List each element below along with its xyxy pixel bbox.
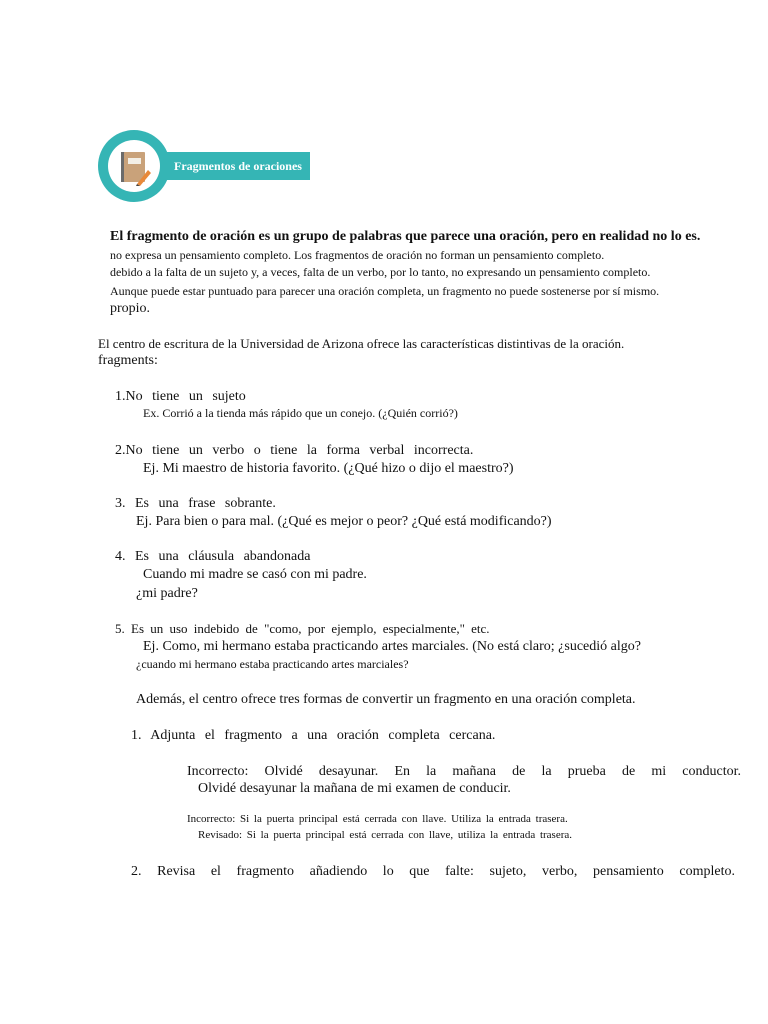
- intro-line: Aunque puede estar puntuado para parecer una oración completa, un fragmento no puede sostenerse por sí mismo.: [110, 284, 660, 298]
- example-incorrect: Incorrecto: Si la puerta principal está cerrada con llave. Utiliza la entrada trasera.: [187, 813, 568, 825]
- list-item-title: 2.No tiene un verbo o tiene la forma verbal incorrecta.: [115, 443, 474, 458]
- list-item-title: 3. Es una frase sobrante.: [115, 496, 276, 511]
- fixes-intro: Además, el centro ofrece tres formas de convertir un fragmento en una oración completa.: [136, 692, 636, 707]
- list-item-title: 1.No tiene un sujeto: [115, 389, 246, 404]
- list-item-example: ¿mi padre?: [136, 586, 198, 601]
- list-item-example: ¿cuando mi hermano estaba practicando artes marciales?: [136, 657, 409, 671]
- list-item-example: Ej. Para bien o para mal. (¿Qué es mejor o peor? ¿Qué está modificando?): [136, 514, 552, 529]
- intro-line: debido a la falta de un sujeto y, a veces, falta de un verbo, por lo tanto, no expresando un pensamiento completo.: [110, 265, 651, 279]
- fix-step: 1. Adjunta el fragmento a una oración completa cercana.: [131, 728, 496, 743]
- example-incorrect: Incorrecto: Olvidé desayunar. En la mañana de la prueba de mi conductor.: [187, 764, 741, 779]
- definition-heading: El fragmento de oración es un grupo de palabras que parece una oración, pero en realidad no lo es.: [110, 229, 701, 244]
- source-line: fragments:: [98, 353, 158, 368]
- list-item-example: Ej. Mi maestro de historia favorito. (¿Qué hizo o dijo el maestro?): [143, 461, 514, 476]
- example-revised: Olvidé desayunar la mañana de mi examen de conducir.: [198, 781, 511, 796]
- list-item-example: Cuando mi madre se casó con mi padre.: [143, 567, 367, 582]
- page-title: Fragmentos de oraciones: [160, 152, 310, 180]
- list-item-title: 5. Es un uso indebido de "como, por ejemplo, especialmente," etc.: [115, 621, 490, 636]
- fix-step: 2. Revisa el fragmento añadiendo lo que falte: sujeto, verbo, pensamiento completo.: [131, 864, 735, 879]
- intro-line: propio.: [110, 301, 151, 316]
- list-item-example: Ex. Corrió a la tienda más rápido que un conejo. (¿Quién corrió?): [143, 406, 458, 420]
- example-revised: Revisado: Si la puerta principal está cerrada con llave, utiliza la entrada trasera.: [198, 829, 573, 841]
- list-item-title: 4. Es una cláusula abandonada: [115, 549, 311, 564]
- notebook-pencil-icon: [117, 150, 151, 186]
- intro-line: no expresa un pensamiento completo. Los fragmentos de oración no forman un pensamiento completo.: [110, 248, 605, 262]
- source-line: El centro de escritura de la Universidad de Arizona ofrece las características distintivas de la oración.: [98, 336, 625, 351]
- list-item-example: Ej. Como, mi hermano estaba practicando artes marciales. (No está claro; ¿sucedió algo?: [143, 639, 641, 654]
